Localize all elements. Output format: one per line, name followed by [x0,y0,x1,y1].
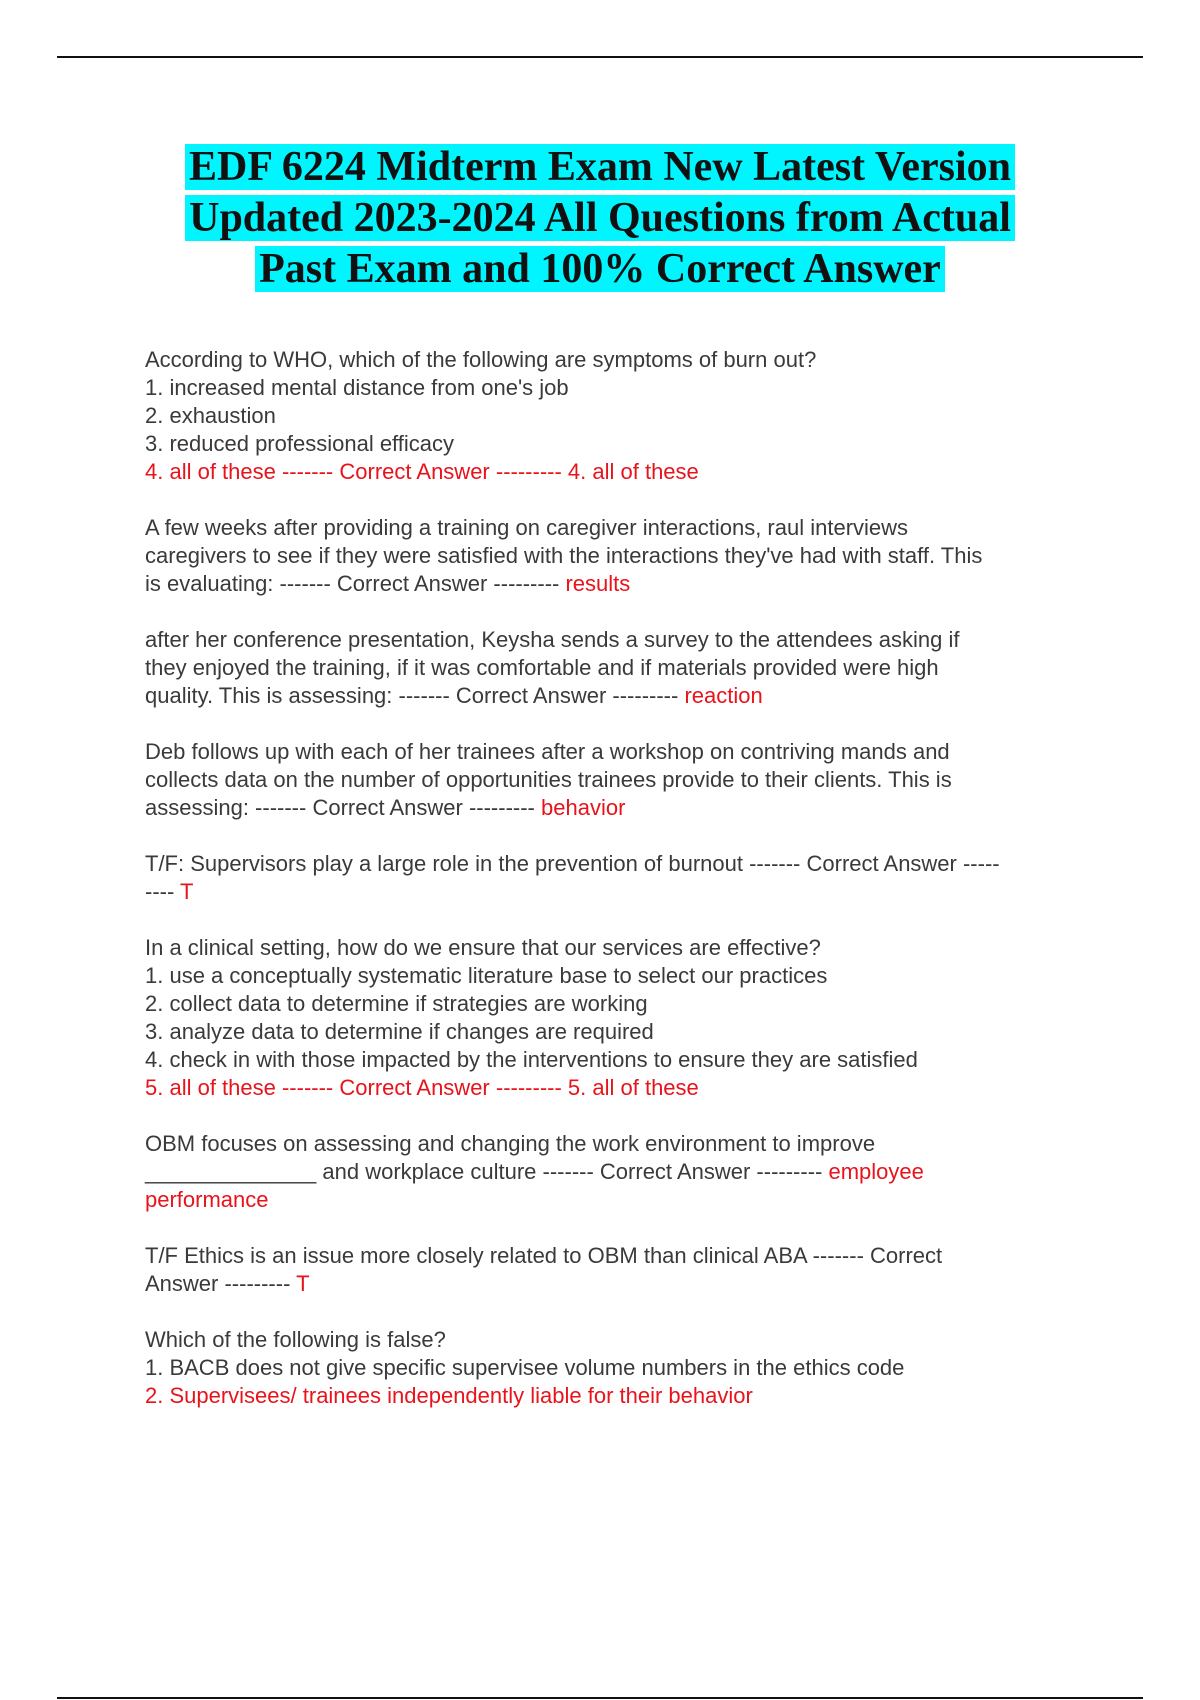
question-4 [145,738,1095,822]
correct-answer-continued: performance [145,1187,269,1212]
correct-answer: reaction [684,683,763,708]
correct-answer: behavior [541,795,626,820]
title-line-3: Past Exam and 100% Correct Answer [255,246,945,292]
question-list [145,346,1095,1438]
top-rule [57,56,1143,58]
question-text-line: T/F Ethics is an issue more closely related to OBM than clinical ABA ------- Correct [145,1243,943,1268]
document-title [60,142,1140,295]
title-line-2: Updated 2023-2024 All Questions from Actual [185,195,1015,241]
question-5 [145,850,1095,906]
question-text-line: Deb follows up with each of her trainees after a workshop on contriving mands and [145,739,950,764]
question-8 [145,1242,1095,1298]
question-text-line: A few weeks after providing a training on caregiver interactions, raul interviews [145,515,909,540]
correct-answer: results [565,571,631,596]
question-text-line: ---- [145,879,181,904]
question-text-line: ______________ and workplace culture ------- Correct Answer --------- [145,1159,829,1184]
question-text-line: caregivers to see if they were satisfied with the interactions they've had with staff. This [145,543,983,568]
option: 1. BACB does not give specific supervisee volume numbers in the ethics code [145,1355,905,1380]
question-stem: Which of the following is false? [145,1327,446,1352]
option: 1. increased mental distance from one's job [145,375,569,400]
question-text-line: Answer --------- [145,1271,297,1296]
question-9 [145,1326,1095,1410]
question-3 [145,626,1095,710]
correct-answer: 2. Supervisees/ trainees independently liable for their behavior [145,1383,753,1408]
option: 3. reduced professional efficacy [145,431,454,456]
option: 3. analyze data to determine if changes are required [145,1019,654,1044]
correct-answer: 5. all of these ------- Correct Answer --------- 5. all of these [145,1075,699,1100]
question-text-line: OBM focuses on assessing and changing the work environment to improve [145,1131,876,1156]
option: 1. use a conceptually systematic literature base to select our practices [145,963,828,988]
question-stem: In a clinical setting, how do we ensure that our services are effective? [145,935,821,960]
correct-answer: T [296,1271,310,1296]
question-text-line: collects data on the number of opportunities trainees provide to their clients. This is [145,767,952,792]
question-text-line: after her conference presentation, Keysha sends a survey to the attendees asking if [145,627,960,652]
question-text-line: T/F: Supervisors play a large role in the prevention of burnout ------- Correct Answer ----- [145,851,1000,876]
question-text-line: quality. This is assessing: ------- Correct Answer --------- [145,683,685,708]
title-line-1: EDF 6224 Midterm Exam New Latest Version [185,144,1015,190]
question-6 [145,934,1095,1102]
bottom-rule [57,1697,1143,1699]
question-text-line: they enjoyed the training, if it was comfortable and if materials provided were high [145,655,939,680]
question-text-line: assessing: ------- Correct Answer --------- [145,795,541,820]
option: 2. collect data to determine if strategies are working [145,991,648,1016]
question-1 [145,346,1095,486]
option: 4. check in with those impacted by the interventions to ensure they are satisfied [145,1047,918,1072]
correct-answer: 4. all of these ------- Correct Answer --------- 4. all of these [145,459,699,484]
question-text-line: is evaluating: ------- Correct Answer --------- [145,571,566,596]
correct-answer: employee [828,1159,924,1184]
correct-answer: T [180,879,194,904]
question-2 [145,514,1095,598]
question-stem: According to WHO, which of the following are symptoms of burn out? [145,347,817,372]
question-7 [145,1130,1095,1214]
option: 2. exhaustion [145,403,276,428]
